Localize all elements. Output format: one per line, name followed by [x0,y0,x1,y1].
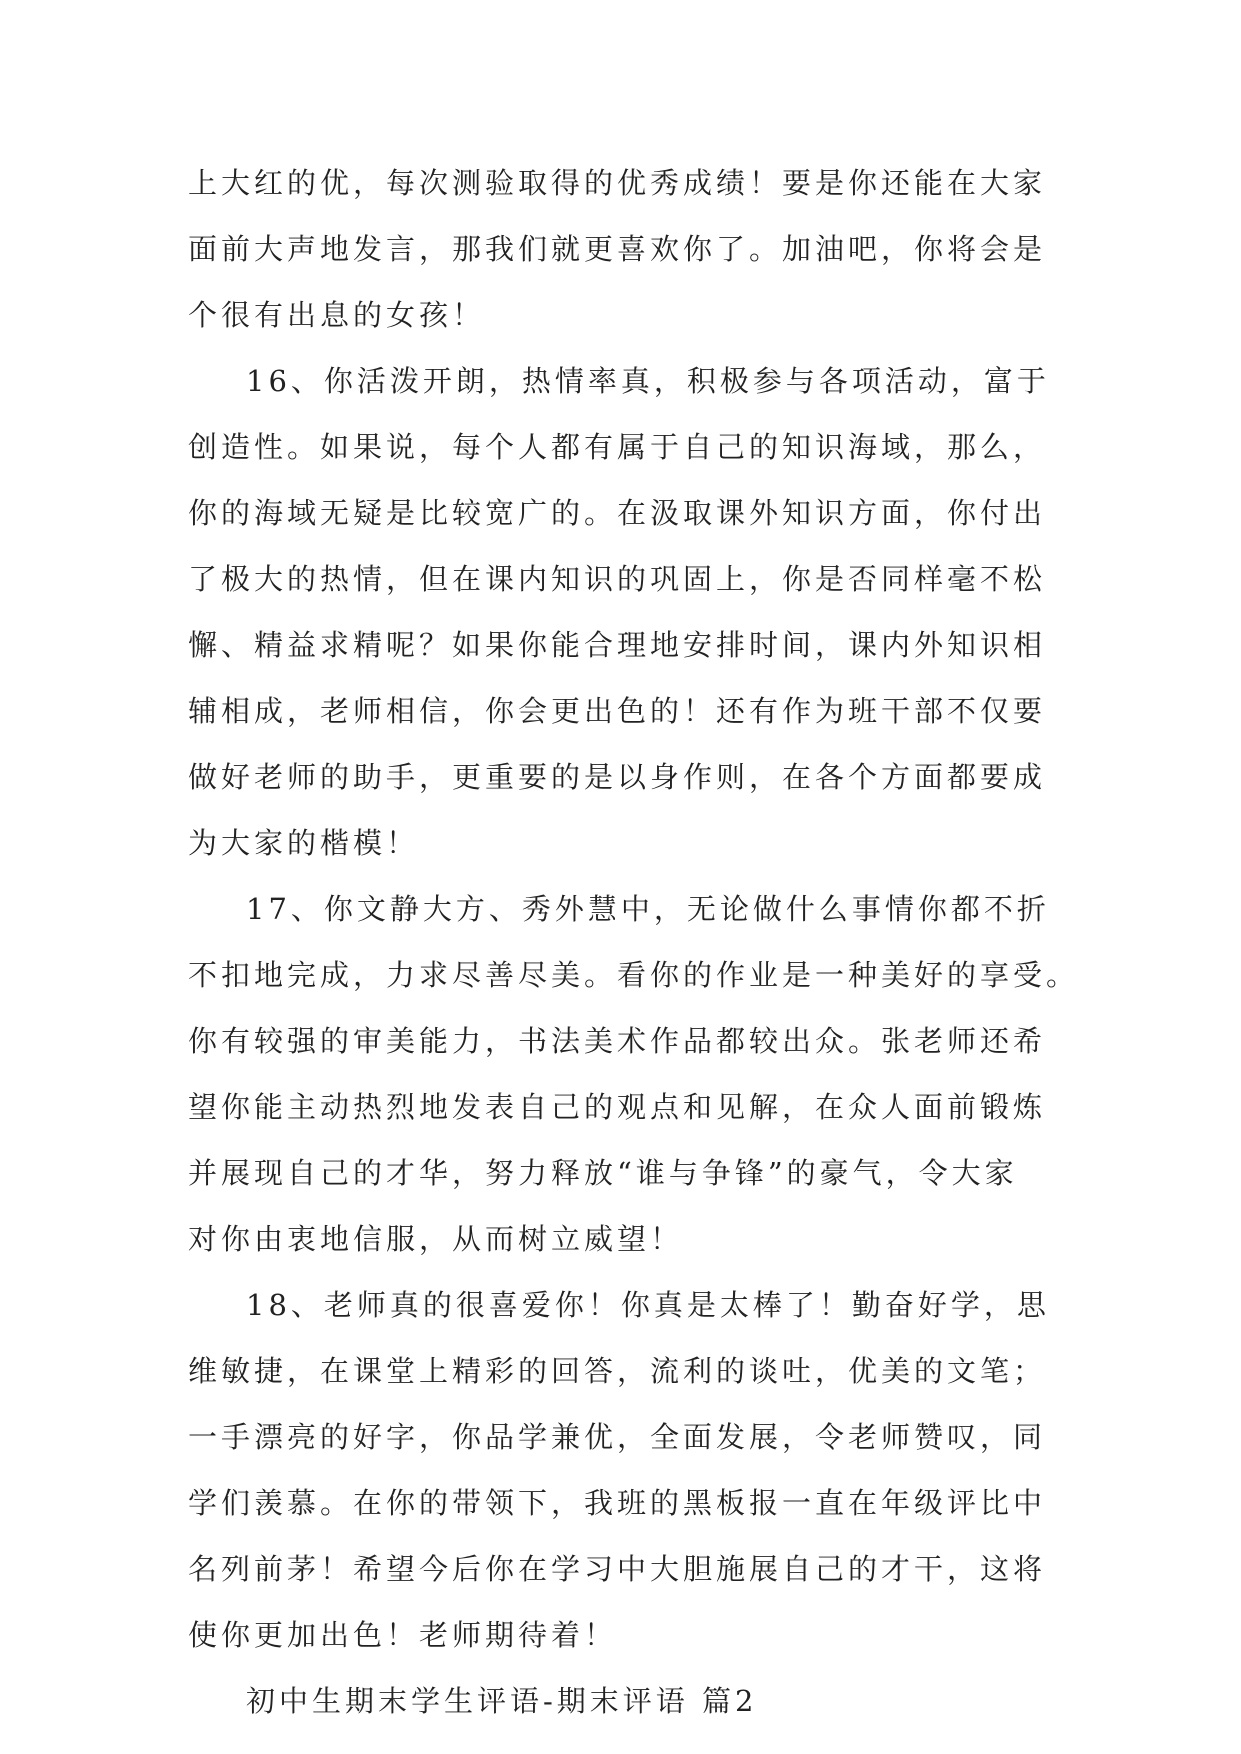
text-line: 并展现自己的才华，努力释放“谁与争锋”的豪气，令大家 [188,1156,1018,1190]
paragraph-start-line: 初中生期末学生评语-期末评语 篇2 [246,1684,758,1718]
text-line: 对你由衷地信服，从而树立威望！ [188,1222,684,1256]
text-line: 名列前茅！希望今后你在学习中大胆施展自己的才干，这将 [188,1552,1047,1586]
text-line: 你的海域无疑是比较宽广的。在汲取课外知识方面，你付出 [188,496,1047,530]
text-line: 创造性。如果说，每个人都有属于自己的知识海域，那么， [188,430,1047,464]
text-line: 上大红的优，每次测验取得的优秀成绩！要是你还能在大家 [188,166,1047,200]
text-line: 个很有出息的女孩！ [188,298,486,332]
paragraph-start-line: 17、你文静大方、秀外慧中，无论做什么事情你都不折 [246,892,1050,926]
text-line: 望你能主动热烈地发表自己的观点和见解，在众人面前锻炼 [188,1090,1047,1124]
text-line: 学们羡慕。在你的带领下，我班的黑板报一直在年级评比中 [188,1486,1047,1520]
text-line: 不扣地完成，力求尽善尽美。看你的作业是一种美好的享受。 [188,958,1080,992]
text-line: 使你更加出色！老师期待着！ [188,1618,618,1652]
text-line: 辅相成，老师相信，你会更出色的！还有作为班干部不仅要 [188,694,1047,728]
paragraph-start-line: 16、你活泼开朗，热情率真，积极参与各项活动，富于 [246,364,1050,398]
paragraph-start-line: 18、老师真的很喜爱你！你真是太棒了！勤奋好学，思 [246,1288,1050,1322]
document-body [188,150,1080,1734]
text-line: 做好老师的助手，更重要的是以身作则，在各个方面都要成 [188,760,1047,794]
text-line: 了极大的热情，但在课内知识的巩固上，你是否同样毫不松 [188,562,1047,596]
text-line: 为大家的楷模！ [188,826,420,860]
text-line: 维敏捷，在课堂上精彩的回答，流利的谈吐，优美的文笔； [188,1354,1047,1388]
text-line: 你有较强的审美能力，书法美术作品都较出众。张老师还希 [188,1024,1047,1058]
text-line: 面前大声地发言，那我们就更喜欢你了。加油吧，你将会是 [188,232,1047,266]
text-line: 懈、精益求精呢？如果你能合理地安排时间，课内外知识相 [188,628,1047,662]
text-line: 一手漂亮的好字，你品学兼优，全面发展，令老师赞叹，同 [188,1420,1047,1454]
